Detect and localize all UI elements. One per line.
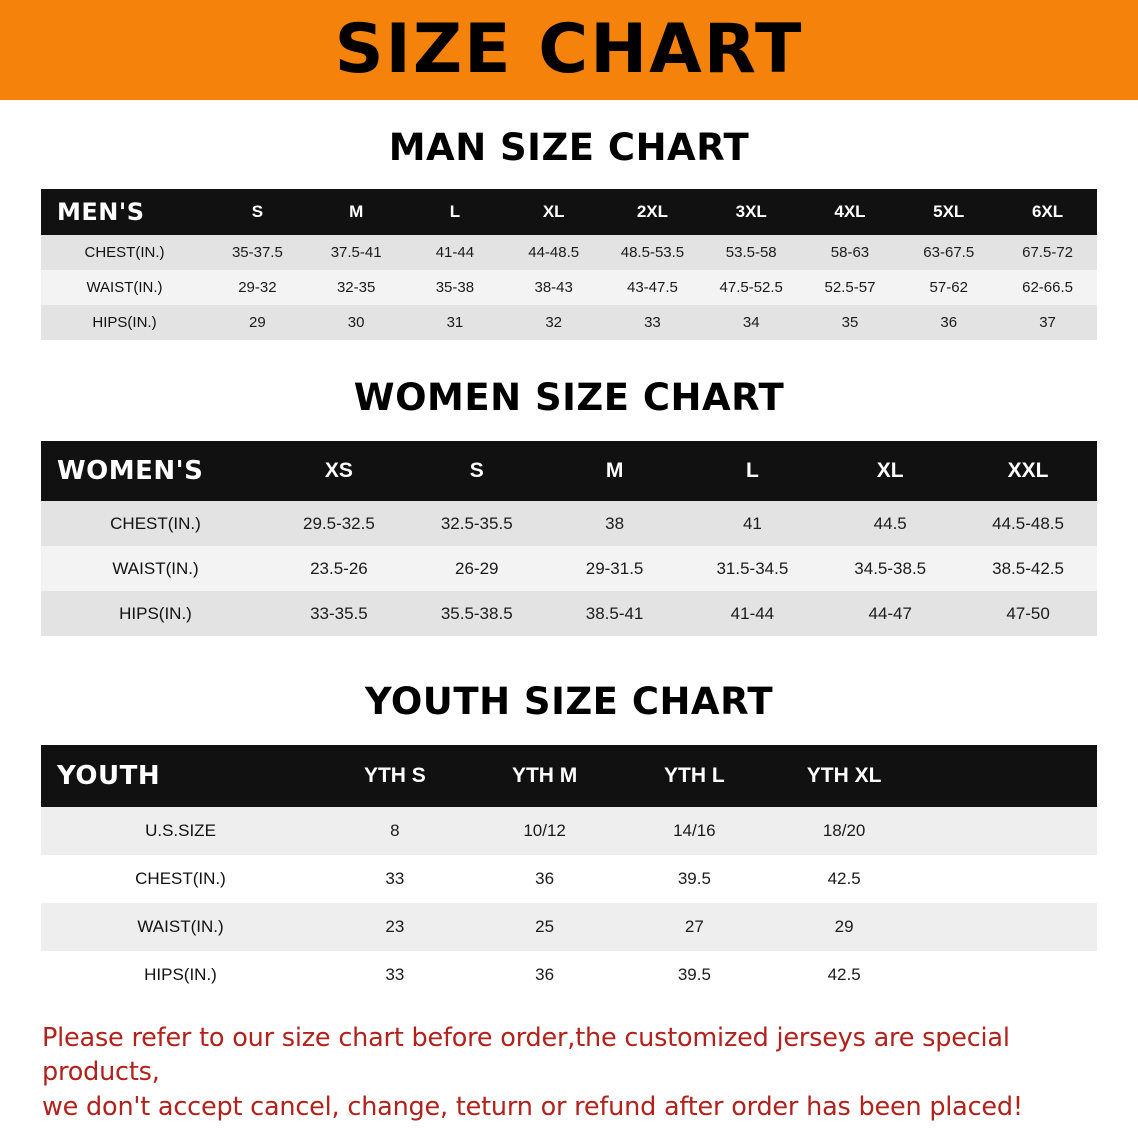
youth-row-header-label: YOUTH	[57, 761, 161, 791]
women-col-0: XS	[324, 459, 353, 482]
man-cell-0-4: 48.5-53.5	[620, 244, 685, 261]
youth-cell-1-spacer	[919, 855, 1097, 903]
man-col-0: S	[251, 202, 264, 221]
youth-col-1: YTH M	[511, 764, 578, 787]
youth-cell-3-spacer	[919, 951, 1097, 999]
women-table-wrapper	[41, 441, 1097, 636]
disclaimer-line-1: Please refer to our size chart before order,the customized jerseys are special products,	[42, 1023, 1010, 1088]
youth-row-label-1: CHEST(IN.)	[135, 869, 226, 888]
youth-cell-1-0: 33	[385, 869, 405, 888]
youth-cell-2-1: 25	[535, 917, 555, 936]
table-row	[41, 235, 1097, 270]
man-size-table	[41, 189, 1097, 340]
youth-cell-3-2: 39.5	[677, 965, 711, 984]
youth-cell-3-0: 33	[385, 965, 405, 984]
youth-col-2: YTH L	[664, 764, 725, 787]
youth-cell-2-0: 23	[385, 917, 405, 936]
man-cell-2-7: 36	[940, 314, 958, 331]
man-cell-1-4: 43-47.5	[627, 279, 678, 296]
man-col-4: 2XL	[636, 202, 669, 221]
man-table-body	[41, 235, 1097, 340]
man-cell-0-7: 63-67.5	[923, 244, 975, 261]
man-cell-1-5: 47.5-52.5	[719, 279, 783, 296]
table-row	[41, 855, 1097, 903]
women-col-4: XL	[876, 459, 904, 482]
women-col-3: L	[745, 459, 759, 482]
man-table-head	[41, 189, 1097, 235]
youth-cell-1-3: 42.5	[827, 869, 861, 888]
man-cell-0-2: 41-44	[435, 244, 475, 261]
man-cell-1-1: 32-35	[336, 279, 376, 296]
women-col-5: XXL	[1007, 459, 1049, 482]
youth-cell-3-3: 42.5	[827, 965, 861, 984]
man-cell-2-8: 37	[1039, 314, 1056, 331]
man-cell-2-2: 31	[446, 314, 464, 331]
youth-cell-2-2: 27	[684, 917, 704, 936]
youth-table-head	[41, 745, 1097, 807]
table-row	[41, 501, 1097, 546]
table-row	[41, 951, 1097, 999]
man-cell-0-3: 44-48.5	[528, 244, 580, 261]
man-col-1: M	[349, 202, 364, 221]
women-cell-2-2: 38.5-41	[585, 603, 644, 623]
man-cell-2-3: 32	[545, 314, 563, 331]
women-cell-1-1: 26-29	[455, 558, 499, 578]
women-table-head	[41, 441, 1097, 501]
man-cell-0-5: 53.5-58	[725, 244, 777, 261]
women-col-1: S	[469, 459, 484, 482]
women-row-label-1: WAIST(IN.)	[112, 558, 199, 578]
man-cell-0-1: 37.5-41	[330, 244, 382, 261]
women-header-row	[41, 441, 1097, 501]
youth-table-wrapper	[41, 745, 1097, 999]
man-col-7: 5XL	[933, 202, 965, 221]
youth-col-spacer	[919, 745, 1097, 807]
youth-cell-0-2: 14/16	[673, 821, 716, 840]
women-cell-0-1: 32.5-35.5	[440, 513, 513, 533]
youth-col-3: YTH XL	[806, 764, 882, 787]
women-cell-2-3: 41-44	[730, 603, 775, 623]
youth-size-table	[41, 745, 1097, 999]
man-col-6: 4XL	[834, 202, 866, 221]
table-row	[41, 546, 1097, 591]
man-cell-0-6: 58-63	[830, 244, 870, 261]
disclaimer-line-2: we don't accept cancel, change, teturn or refund after order has been placed!	[42, 1091, 1023, 1122]
youth-col-0: YTH S	[363, 764, 426, 787]
man-col-8: 6XL	[1031, 202, 1064, 221]
youth-row-label-2: WAIST(IN.)	[137, 917, 224, 936]
youth-row-label-3: HIPS(IN.)	[144, 965, 217, 984]
women-cell-1-0: 23.5-26	[310, 558, 368, 578]
man-section-heading: MAN SIZE CHART	[388, 126, 750, 169]
man-table-wrapper	[41, 189, 1097, 340]
man-cell-2-5: 34	[742, 314, 760, 331]
youth-cell-1-1: 36	[535, 869, 555, 888]
table-row	[41, 305, 1097, 340]
table-row	[41, 591, 1097, 636]
man-cell-1-6: 52.5-57	[824, 279, 876, 296]
man-row-label-0: CHEST(IN.)	[84, 244, 165, 261]
man-cell-2-6: 35	[841, 314, 859, 331]
youth-cell-1-2: 39.5	[677, 869, 711, 888]
man-cell-1-7: 57-62	[929, 279, 968, 296]
table-row	[41, 807, 1097, 855]
youth-cell-0-spacer	[919, 807, 1097, 855]
women-section-heading: WOMEN SIZE CHART	[353, 376, 785, 419]
youth-cell-0-0: 8	[390, 821, 400, 840]
women-size-table	[41, 441, 1097, 636]
man-cell-1-3: 38-43	[534, 279, 573, 296]
women-row-label-2: HIPS(IN.)	[119, 603, 192, 623]
table-row	[41, 903, 1097, 951]
women-row-header-label: WOMEN'S	[57, 456, 204, 486]
youth-row-label-0: U.S.SIZE	[145, 821, 216, 840]
women-cell-1-5: 38.5-42.5	[992, 558, 1064, 578]
man-cell-0-8: 67.5-72	[1022, 244, 1073, 261]
youth-cell-3-1: 36	[535, 965, 555, 984]
youth-table-body	[41, 807, 1097, 999]
women-cell-0-3: 41	[742, 513, 762, 533]
man-cell-0-0: 35-37.5	[231, 244, 283, 261]
women-cell-2-4: 44-47	[868, 603, 912, 623]
women-cell-2-1: 35.5-38.5	[440, 603, 513, 623]
man-col-2: L	[449, 202, 461, 221]
man-col-5: 3XL	[735, 202, 767, 221]
man-cell-1-8: 62-66.5	[1022, 279, 1073, 296]
women-cell-0-5: 44.5-48.5	[992, 513, 1064, 533]
man-row-header-label: MEN'S	[57, 198, 145, 226]
man-cell-2-0: 29	[249, 314, 266, 331]
women-table-body	[41, 501, 1097, 636]
man-header-row	[41, 189, 1097, 235]
youth-cell-0-1: 10/12	[523, 821, 566, 840]
man-cell-2-4: 33	[644, 314, 661, 331]
man-row-label-1: WAIST(IN.)	[86, 279, 163, 296]
page-title: SIZE CHART	[334, 10, 804, 89]
women-cell-1-3: 31.5-34.5	[716, 558, 789, 578]
man-cell-1-2: 35-38	[435, 279, 475, 296]
youth-header-row	[41, 745, 1097, 807]
table-row	[41, 270, 1097, 305]
women-col-2: M	[605, 459, 624, 482]
youth-cell-2-spacer	[919, 903, 1097, 951]
man-cell-1-0: 29-32	[238, 279, 277, 296]
man-cell-2-1: 30	[347, 314, 365, 331]
women-cell-2-0: 33-35.5	[310, 603, 368, 623]
women-cell-2-5: 47-50	[1006, 603, 1050, 623]
man-col-3: XL	[542, 202, 565, 221]
man-row-label-2: HIPS(IN.)	[92, 314, 157, 331]
youth-cell-0-3: 18/20	[822, 821, 866, 840]
disclaimer-note	[42, 1021, 1096, 1124]
banner	[0, 0, 1138, 100]
women-row-label-0: CHEST(IN.)	[110, 513, 201, 533]
women-cell-1-4: 34.5-38.5	[854, 558, 927, 578]
women-cell-1-2: 29-31.5	[585, 558, 644, 578]
women-cell-0-2: 38	[605, 513, 625, 533]
women-cell-0-0: 29.5-32.5	[302, 513, 375, 533]
youth-cell-2-3: 29	[834, 917, 854, 936]
women-cell-0-4: 44.5	[873, 513, 907, 533]
youth-section-heading: YOUTH SIZE CHART	[364, 680, 774, 723]
